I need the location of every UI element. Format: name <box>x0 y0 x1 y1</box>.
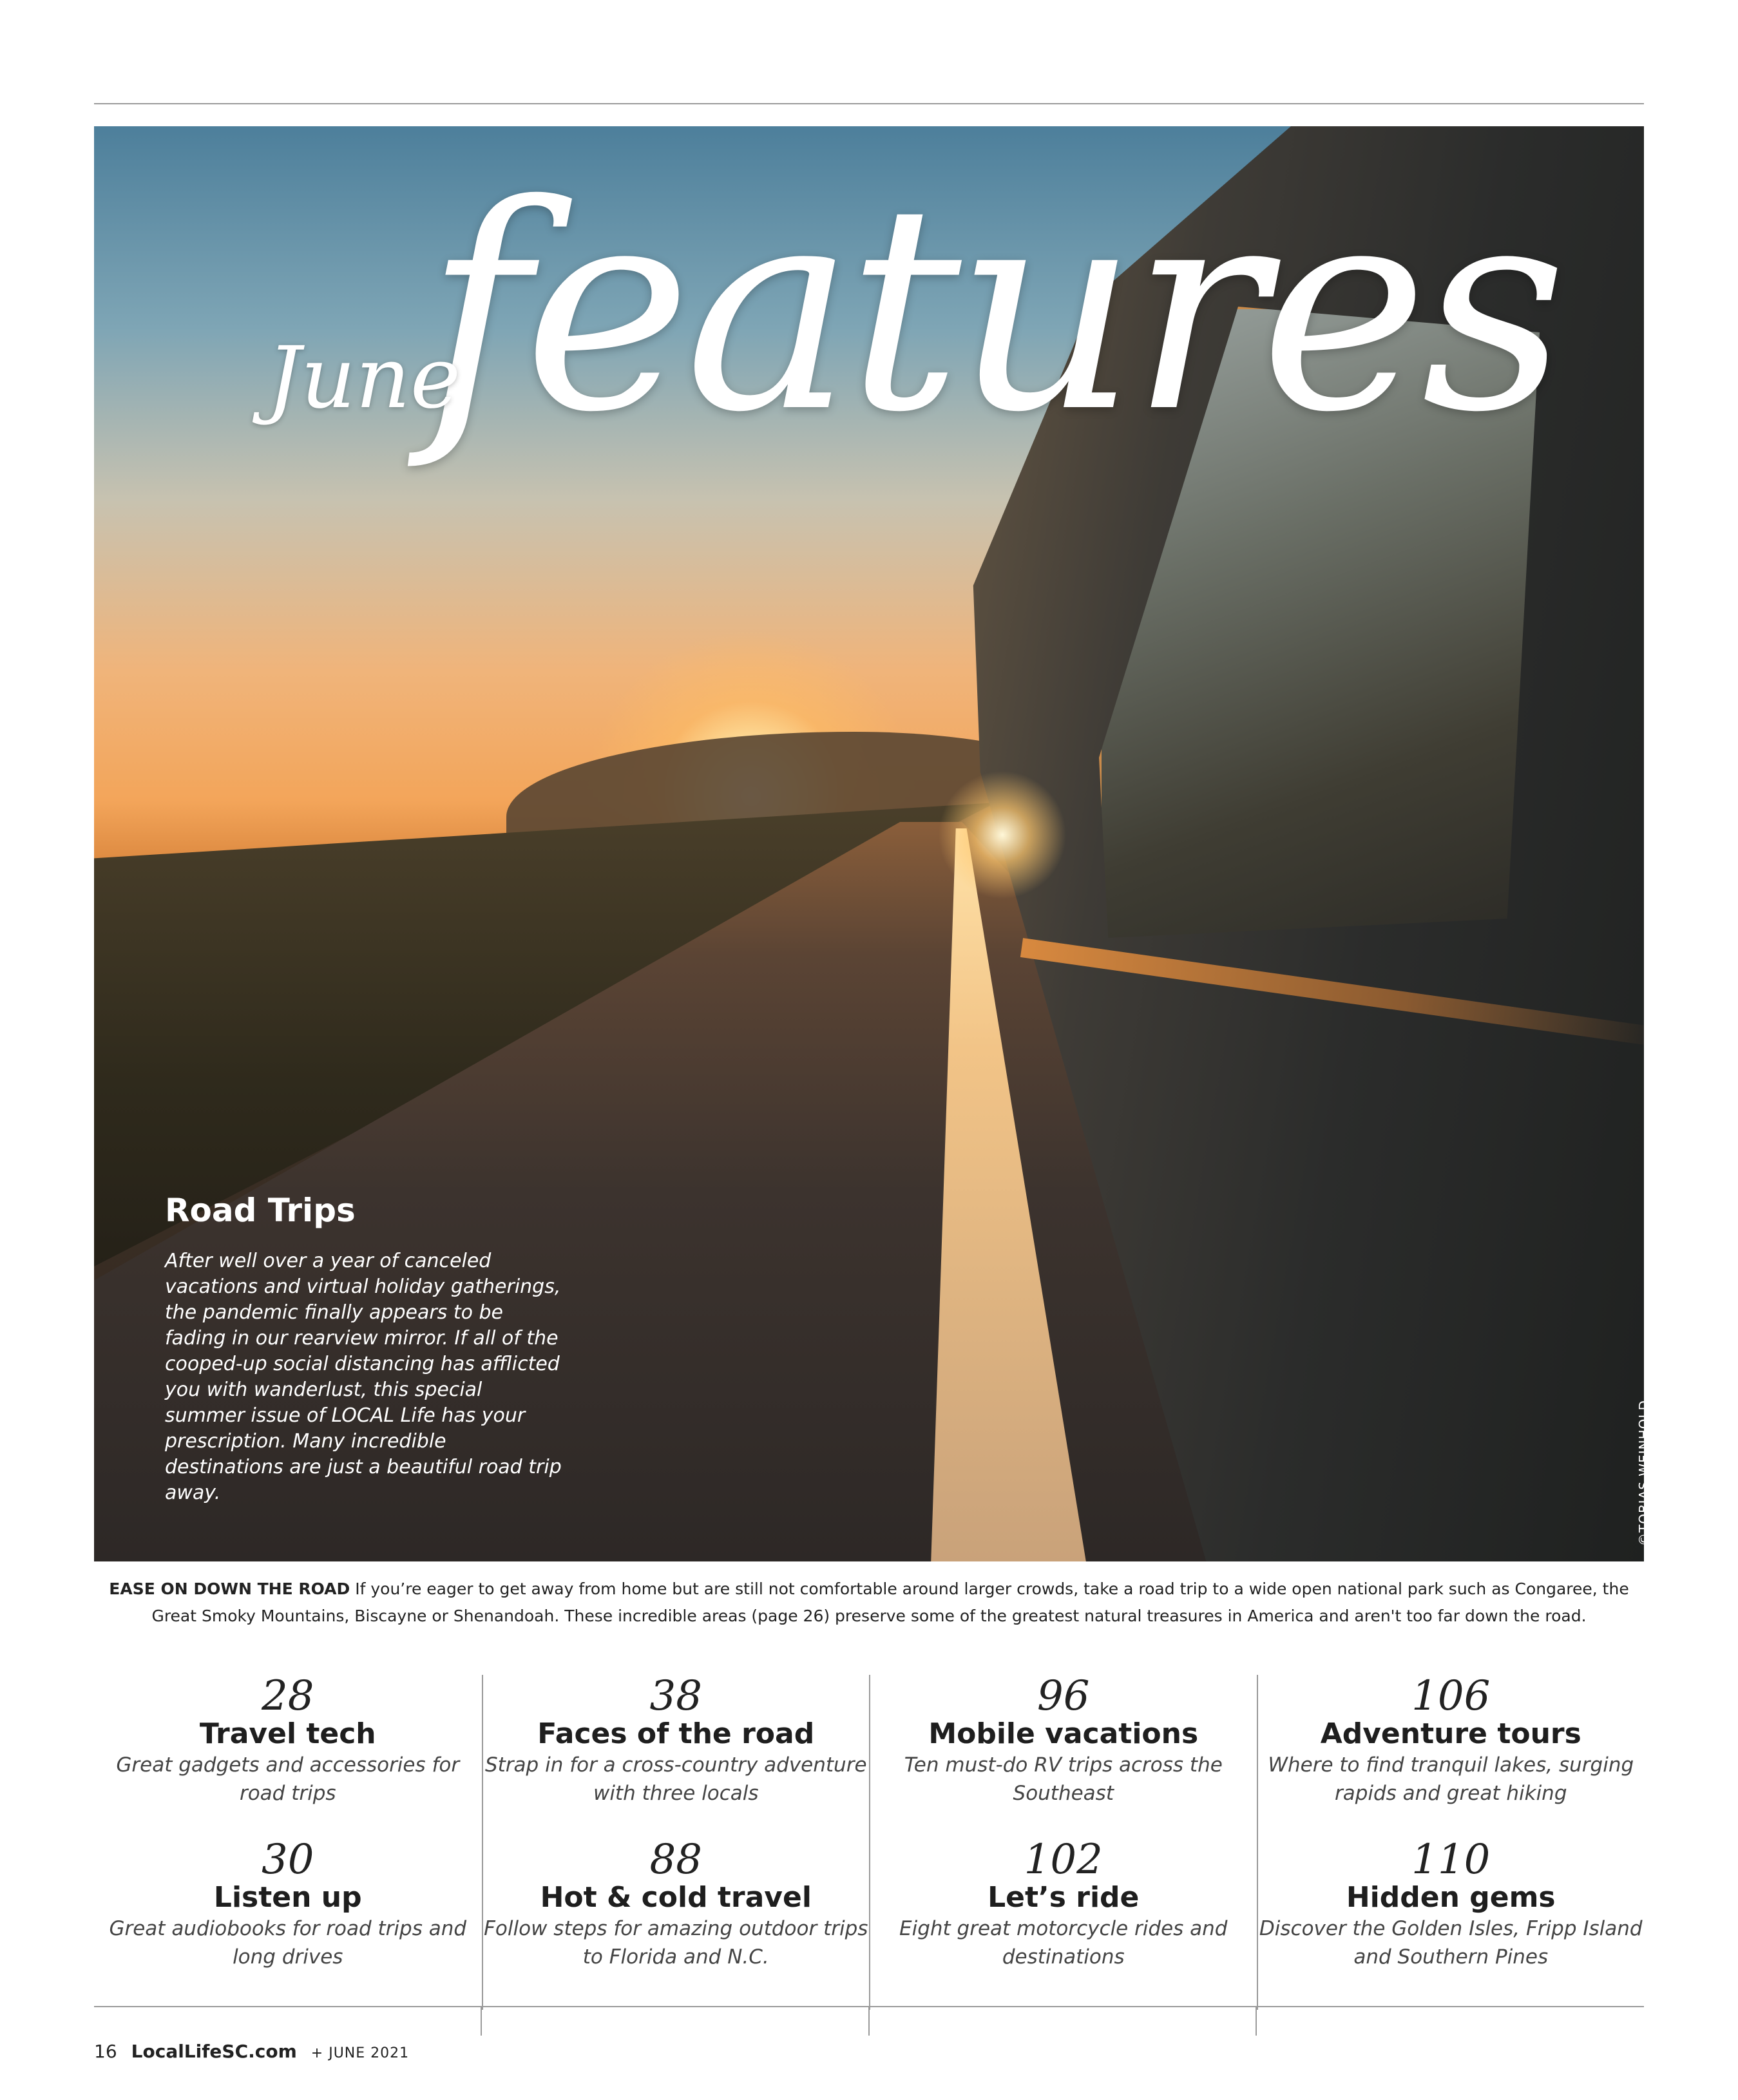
contents-item[interactable] <box>483 1838 870 2002</box>
contents-item[interactable] <box>94 1672 482 1838</box>
contents-item[interactable] <box>94 1838 482 2002</box>
contents-item[interactable] <box>1258 1672 1645 1838</box>
page-footer <box>94 2041 409 2062</box>
photo-caption <box>94 1576 1644 1630</box>
contents-column <box>94 1672 482 2010</box>
contents-grid <box>94 1672 1644 2010</box>
item-description: Discover the Golden Isles, Fripp Island and Southern Pines <box>1259 1917 1643 1969</box>
item-title: Adventure tours <box>1320 1717 1581 1750</box>
page-number: 102 <box>1024 1836 1103 1884</box>
contents-column <box>869 1672 1257 2010</box>
item-description: Great gadgets and accessories for road trips <box>116 1753 460 1805</box>
item-description: Follow steps for amazing outdoor trips to Florida and N.C. <box>484 1917 868 1969</box>
feature-story <box>165 1192 564 1506</box>
story-body: After well over a year of canceled vacations and virtual holiday gatherings, the pandemic finally appears to be fading in our rearview mirror. If all of the cooped-up social distancing has afflicted you with wanderlust, this special summer issue of LOCAL Life has your prescription. Many incredible destinations are just a beautiful road trip away. <box>165 1250 562 1504</box>
title-june: June <box>267 329 461 428</box>
item-description: Eight great motorcycle rides and destinations <box>899 1917 1228 1969</box>
page-number-footer: 16 <box>94 2041 117 2062</box>
page-number: 110 <box>1411 1836 1491 1884</box>
caption-text: If you’re eager to get away from home but are still not comfortable around larger crowds, take a road trip to a wide open national park such as Congaree, the Great Smoky Mountains, Biscayne or Shenandoah. These incredible areas (page 26) preserve some of the greatest natural treasures in America and aren't too far down the road. <box>151 1580 1629 1625</box>
item-title: Hot & cold travel <box>540 1881 812 1914</box>
caption-lead: EASE ON DOWN THE ROAD <box>109 1580 350 1598</box>
page-number: 30 <box>262 1836 314 1884</box>
column-divider <box>1256 2006 1257 2036</box>
item-title: Travel tech <box>199 1717 376 1750</box>
story-title: Road Trips <box>165 1192 356 1229</box>
item-title: Mobile vacations <box>928 1717 1199 1750</box>
item-description: Ten must-do RV trips across the Southeast <box>904 1753 1223 1805</box>
item-description: Strap in for a cross-country adventure with three locals <box>484 1753 867 1805</box>
column-divider <box>868 2006 870 2036</box>
sun-glint <box>938 770 1067 899</box>
item-description: Great audiobooks for road trips and long drives <box>109 1917 467 1969</box>
item-title: Listen up <box>213 1881 362 1914</box>
top-rule <box>94 103 1644 104</box>
contents-item[interactable] <box>1258 1838 1645 2002</box>
contents-column <box>482 1672 870 2010</box>
column-divider <box>481 2006 482 2036</box>
item-description: Where to find tranquil lakes, surging rapids and great hiking <box>1268 1753 1634 1805</box>
photo-credit: ©TOBIAS WEINHOLD <box>1636 1400 1652 1546</box>
item-title: Hidden gems <box>1346 1881 1556 1914</box>
page-number: 106 <box>1411 1672 1491 1720</box>
issue-date: + JUNE 2021 <box>310 2045 410 2061</box>
contents-item[interactable] <box>870 1838 1257 2002</box>
page-number: 38 <box>649 1672 702 1720</box>
item-title: Faces of the road <box>537 1717 815 1750</box>
page-number: 28 <box>262 1672 314 1720</box>
contents-item[interactable] <box>870 1672 1257 1838</box>
page-number: 96 <box>1037 1672 1090 1720</box>
item-title: Let’s ride <box>988 1881 1140 1914</box>
contents-column <box>1257 1672 1645 2010</box>
contents-item[interactable] <box>483 1672 870 1838</box>
site-link[interactable]: LocalLifeSC.com <box>131 2041 297 2062</box>
title-features: features <box>425 144 1561 474</box>
page-number: 88 <box>649 1836 702 1884</box>
